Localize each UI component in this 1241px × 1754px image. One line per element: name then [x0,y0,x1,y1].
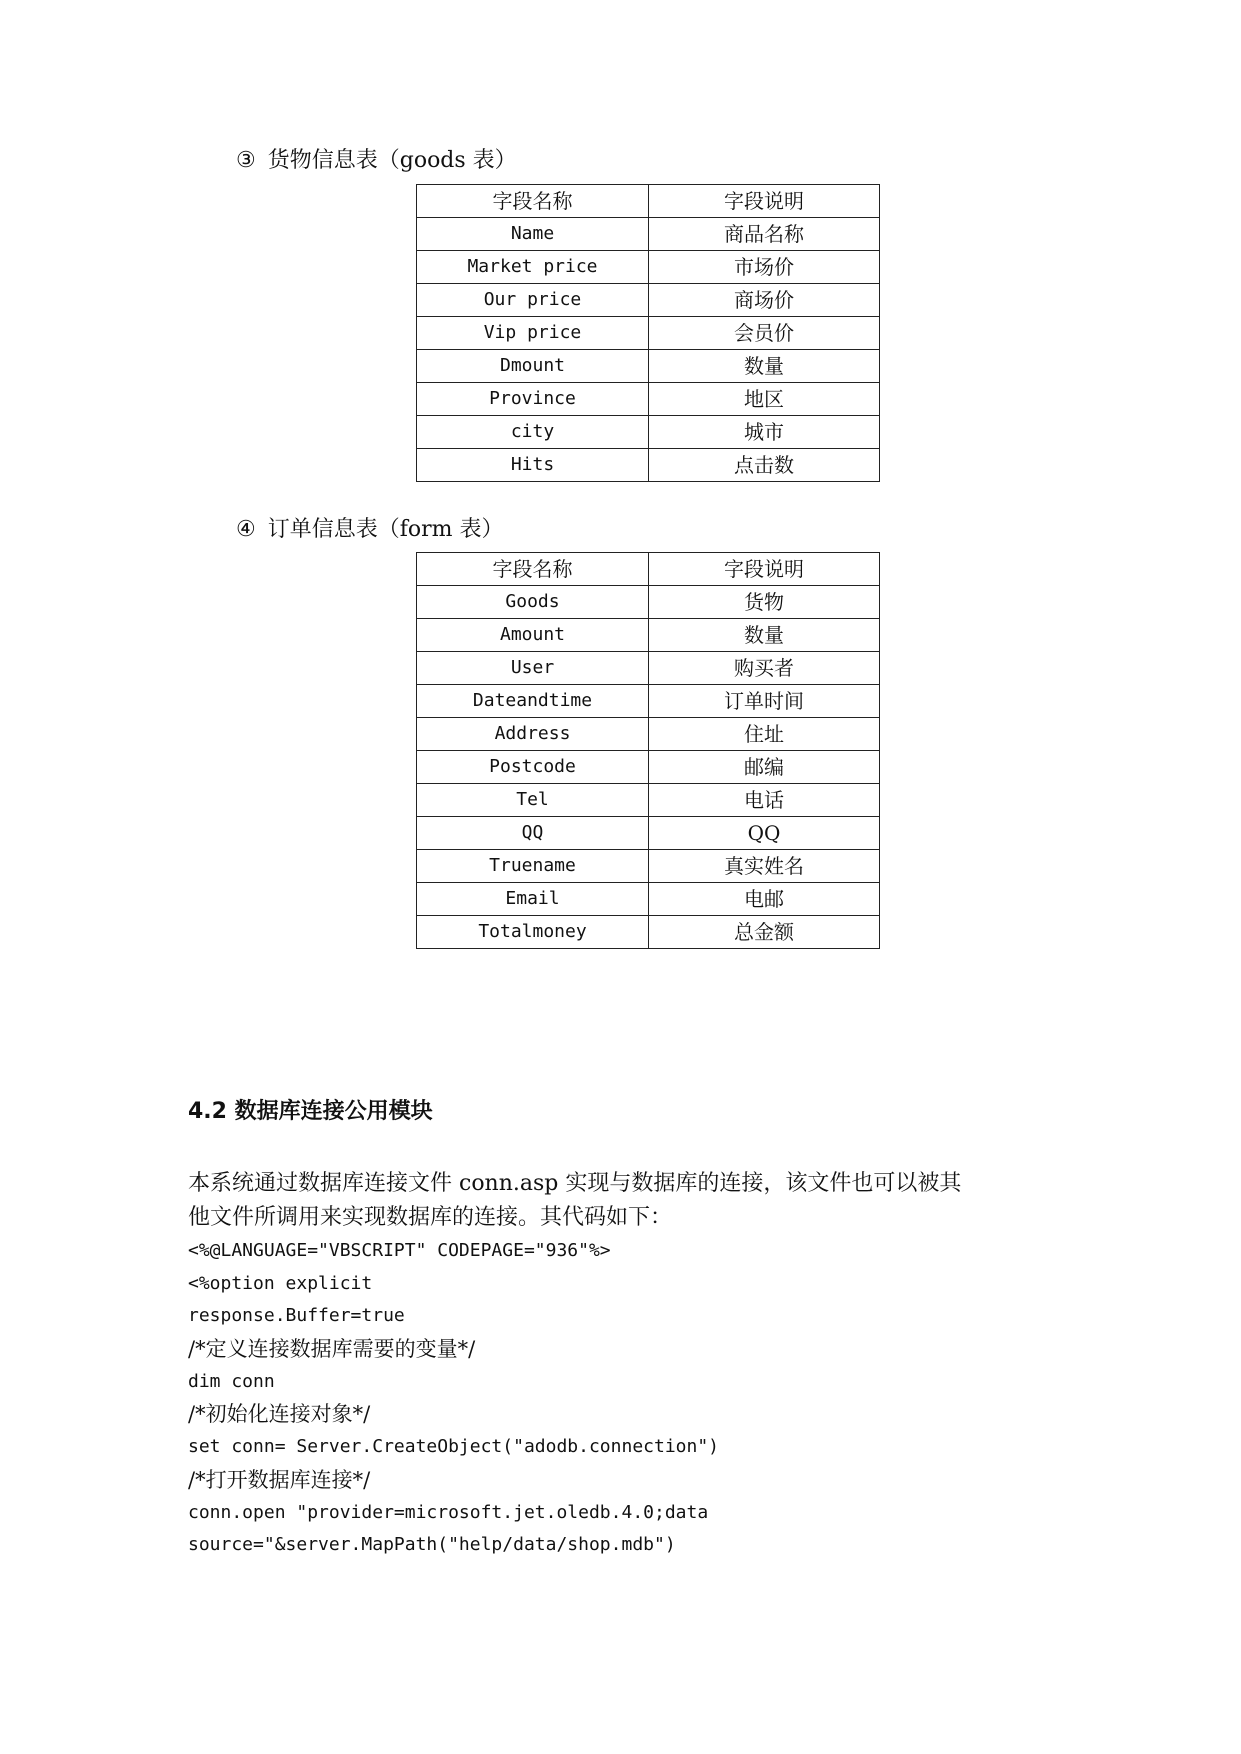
table-row [417,916,880,949]
code-line: conn.open "provider=microsoft.jet.oledb.4.0;data [188,1501,709,1523]
field-name-cell: Our price [417,284,649,317]
table-row [417,317,880,350]
field-name-cell: Market price [417,251,649,284]
table-row [417,284,880,317]
header-field-desc: 字段说明 [649,553,880,586]
table-row [417,718,880,751]
field-desc-cell: 订单时间 [649,685,880,718]
field-desc-cell: 地区 [649,383,880,416]
goods-table-caption [236,146,517,176]
table-row [417,251,880,284]
code-line: set conn= Server.CreateObject("adodb.connection") [188,1436,720,1458]
field-name-cell: Goods [417,586,649,619]
field-desc-cell: 点击数 [649,449,880,482]
field-name-cell: QQ [417,817,649,850]
header-field-name: 字段名称 [417,553,649,586]
field-name-cell: Truename [417,850,649,883]
goods-table-title: 货物信息表（goods 表） [267,148,517,173]
field-desc-cell: 市场价 [649,251,880,284]
field-name-cell: Vip price [417,317,649,350]
section-paragraph [188,1167,1088,1235]
table-row [417,652,880,685]
code-line: <%option explicit [188,1272,373,1294]
table-row [417,685,880,718]
table-row [417,350,880,383]
field-desc-cell: 商品名称 [649,218,880,251]
table-row [417,751,880,784]
field-name-cell: city [417,416,649,449]
code-block [188,1235,719,1562]
form-table-number: ④ [236,517,256,542]
form-fields-table [416,552,880,949]
table-row [417,883,880,916]
field-desc-cell: QQ [649,817,880,850]
header-field-desc: 字段说明 [649,185,880,218]
code-comment-line: /*打开数据库连接*/ [188,1467,371,1492]
field-desc-cell: 住址 [649,718,880,751]
code-comment-line: /*初始化连接对象*/ [188,1402,371,1427]
table-header-row [417,553,880,586]
form-table-title: 订单信息表（form 表） [267,517,504,542]
field-name-cell: Address [417,718,649,751]
field-name-cell: Totalmoney [417,916,649,949]
header-field-name: 字段名称 [417,185,649,218]
paragraph-line: 本系统通过数据库连接文件 conn.asp 实现与数据库的连接，该文件也可以被其 [188,1171,962,1196]
goods-table-number: ③ [236,148,256,173]
table-row [417,817,880,850]
field-desc-cell: 城市 [649,416,880,449]
field-desc-cell: 数量 [649,619,880,652]
field-name-cell: Email [417,883,649,916]
code-line: <%@LANGUAGE="VBSCRIPT" CODEPAGE="936"%> [188,1240,611,1261]
field-desc-cell: 邮编 [649,751,880,784]
field-name-cell: Name [417,218,649,251]
field-desc-cell: 电邮 [649,883,880,916]
table-row [417,218,880,251]
field-name-cell: Province [417,383,649,416]
field-desc-cell: 电话 [649,784,880,817]
paragraph-line: 他文件所调用来实现数据库的连接。其代码如下： [188,1205,673,1230]
table-row [417,586,880,619]
field-name-cell: Amount [417,619,649,652]
field-desc-cell: 总金额 [649,916,880,949]
field-name-cell: Dmount [417,350,649,383]
table-row [417,850,880,883]
field-desc-cell: 数量 [649,350,880,383]
field-desc-cell: 真实姓名 [649,850,880,883]
code-comment-line: /*定义连接数据库需要的变量*/ [188,1337,476,1362]
field-desc-cell: 货物 [649,586,880,619]
section-heading: 4.2 数据库连接公用模块 [188,1099,433,1124]
field-name-cell: Dateandtime [417,685,649,718]
form-table-caption [236,515,504,545]
code-line: response.Buffer=true [188,1305,405,1327]
code-line: dim conn [188,1370,275,1392]
goods-fields-table [416,184,880,482]
field-desc-cell: 购买者 [649,652,880,685]
field-desc-cell: 会员价 [649,317,880,350]
field-desc-cell: 商场价 [649,284,880,317]
field-name-cell: User [417,652,649,685]
table-row [417,784,880,817]
field-name-cell: Postcode [417,751,649,784]
table-header-row [417,185,880,218]
table-row [417,619,880,652]
table-row [417,416,880,449]
field-name-cell: Tel [417,784,649,817]
table-row [417,449,880,482]
table-row [417,383,880,416]
field-name-cell: Hits [417,449,649,482]
code-line: source="&server.MapPath("help/data/shop.mdb") [188,1534,676,1556]
